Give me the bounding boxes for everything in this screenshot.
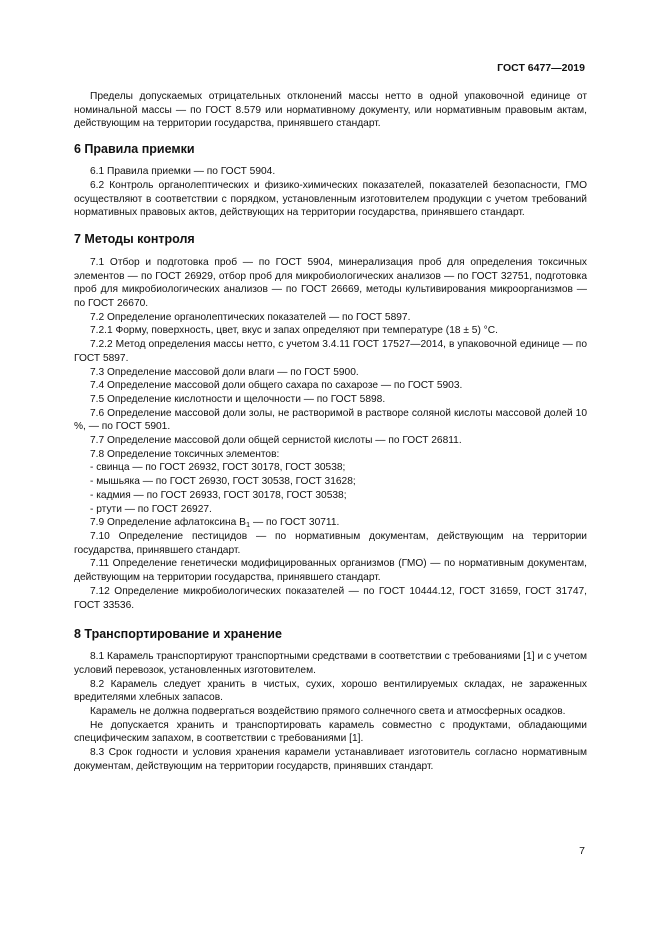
paragraph-7-5: 7.5 Определение кислотности и щелочности — по ГОСТ 5898. [90,393,386,405]
paragraph-7-1: 7.1 Отбор и подготовка проб — по ГОСТ 5904, минерализация проб для определения токсичных элементов — по ГОСТ 26929, отбор проб для микробиологических анализов — по ГОСТ 32751, подготовка проб для микробиологических анализов — по ГОСТ 26669, методы культивирования микроорганизмов — по ГОСТ 26670. [74,256,587,310]
paragraph-7-12: 7.12 Определение микробиологических показателей — по ГОСТ 10444.12, ГОСТ 31659, ГОСТ 31747, ГОСТ 33536. [74,585,587,611]
list-item-mercury: - ртути — по ГОСТ 26927. [90,503,212,515]
paragraph-7-6: 7.6 Определение массовой доли золы, не растворимой в растворе соляной кислоты массовой долей 10 %, — по ГОСТ 5901. [74,407,587,433]
paragraph-8-2-sunlight: Карамель не должна подвергаться воздействию прямого солнечного света и атмосферных осадков. [90,706,566,718]
paragraph-7-10: 7.10 Определение пестицидов — по нормативным документам, действующим на территории государства, принявшего стандарт. [74,530,587,556]
paragraph-7-2-2: 7.2.2 Метод определения массы нетто, с учетом 3.4.11 ГОСТ 17527—2014, в упаковочной единице — по ГОСТ 5897. [74,339,587,364]
document-header: ГОСТ 6477—2019 [497,62,585,74]
document-body [74,90,587,774]
intro-paragraph: Пределы допускаемых отрицательных отклонений массы нетто в одной упаковочной единице от номинальной массы — по ГОСТ 8.579 или нормативному документу, или нормативным правовым актам, действующим на территории государства, принявшего стандарт. [74,91,587,130]
list-item-lead: - свинца — по ГОСТ 26932, ГОСТ 30178, ГОСТ 30538; [90,462,346,474]
paragraph-7-9-tail: — по ГОСТ 30711. [250,517,340,529]
subscript-1: 1 [245,520,251,530]
paragraph-6-2: 6.2 Контроль органолептических и физико-химических показателей, показателей безопасности, ГМО осуществляют в соответствии с порядком, установленным изготовителем продукции с учетом требований нормативных правовых актов, действующих на территории государства, принявшего стандарт. [74,179,587,219]
paragraph-6-1: 6.1 Правила приемки — по ГОСТ 5904. [90,166,276,178]
paragraph-7-2-1: 7.2.1 Форму, поверхность, цвет, вкус и запах определяют при температуре (18 ± 5) °С. [90,325,498,337]
paragraph-7-9-text: 7.9 Определение афлатоксина В [90,517,246,529]
section-7-heading: 7 Методы контроля [74,231,195,246]
paragraph-8-2-odor: Не допускается хранить и транспортировать карамель совместно с продуктами, обладающими специфическим запахом, в соответствии с требованиями [1]. [74,719,587,745]
paragraph-7-4: 7.4 Определение массовой доли общего сахара по сахарозе — по ГОСТ 5903. [90,380,463,392]
paragraph-8-2: 8.2 Карамель следует хранить в чистых, сухих, хорошо вентилируемых складах, не зараженных вредителями хлебных запасов. [74,678,587,704]
paragraph-7-11: 7.11 Определение генетически модифицированных организмов (ГМО) — по нормативным документам, действующим на территории государства, принявшего стандарт. [74,558,587,584]
paragraph-7-9 [74,516,587,530]
list-item-arsenic: - мышьяка — по ГОСТ 26930, ГОСТ 30538, ГОСТ 31628; [90,476,356,488]
paragraph-7-8: 7.8 Определение токсичных элементов: [90,448,280,460]
paragraph-7-3: 7.3 Определение массовой доли влаги — по ГОСТ 5900. [90,366,359,378]
paragraph-7-7: 7.7 Определение массовой доли общей сернистой кислоты — по ГОСТ 26811. [90,435,462,447]
section-6-heading: 6 Правила приемки [74,142,195,157]
page-number: 7 [579,845,585,857]
section-8-heading: 8 Транспортирование и хранение [74,627,282,642]
paragraph-8-3: 8.3 Срок годности и условия хранения карамели устанавливает изготовитель согласно нормативным документам, действующим на территории государств, принявших стандарт. [74,747,587,772]
paragraph-7-2: 7.2 Определение органолептических показателей — по ГОСТ 5897. [90,311,411,323]
paragraph-8-1: 8.1 Карамель транспортируют транспортными средствами в соответствии с требованиями [1] и с учетом условий перевозок, установленных изготовителем. [74,651,587,676]
list-item-cadmium: - кадмия — по ГОСТ 26933, ГОСТ 30178, ГОСТ 30538; [90,489,347,501]
